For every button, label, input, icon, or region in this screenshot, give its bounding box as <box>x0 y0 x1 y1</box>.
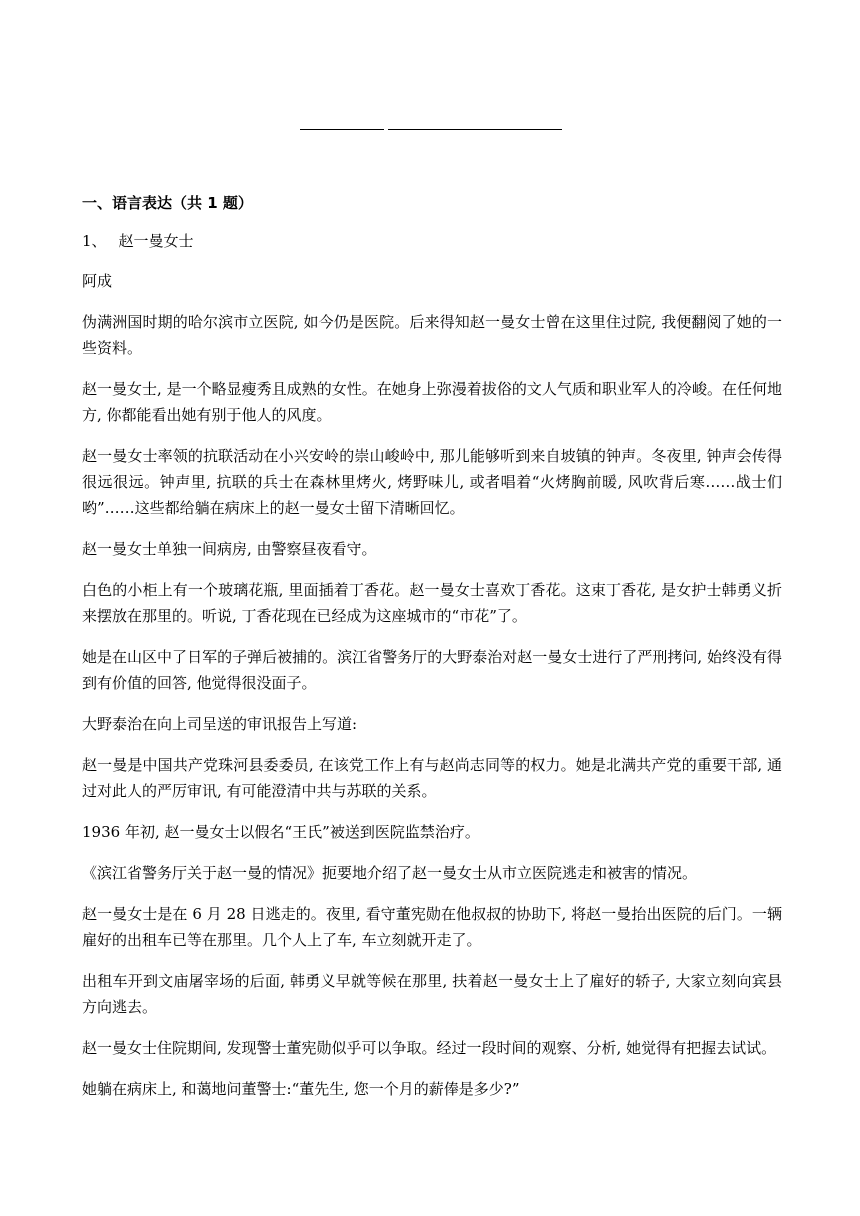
paragraph: 她躺在病床上, 和蔼地问董警士:“董先生, 您一个月的薪俸是多少?” <box>82 1080 520 1098</box>
paragraph: 大野泰治在向上司呈送的审讯报告上写道: <box>82 715 358 733</box>
paragraph: 伪满洲国时期的哈尔滨市立医院, 如今仍是医院。后来得知赵一曼女士曾在这里住过院, 我便翻阅了她的一些资料。 <box>82 313 782 357</box>
paragraph: 赵一曼女士单独一间病房, 由警察昼夜看守。 <box>82 540 377 558</box>
paragraph: 赵一曼是中国共产党珠河县委委员, 在该党工作上有与赵尚志同等的权力。她是北满共产党的重要干部, 通过对此人的严厉审讯, 有可能澄清中共与苏联的关系。 <box>82 756 782 800</box>
paragraph: 《滨江省警务厅关于赵一曼的情况》扼要地介绍了赵一曼女士从市立医院逃走和被害的情况。 <box>82 864 698 882</box>
question-number: 1、 <box>82 232 107 250</box>
section-title: 一、语言表达（共 1 题） <box>82 194 253 212</box>
paragraph: 1936 年初, 赵一曼女士以假名“王氏”被送到医院监禁治疗。 <box>82 823 480 841</box>
paragraph: 白色的小柜上有一个玻璃花瓶, 里面插着丁香花。赵一曼女士喜欢丁香花。这束丁香花, 是女护士韩勇义折来摆放在那里的。听说, 丁香花现在已经成为这座城市的“市花”了。 <box>82 581 782 625</box>
paragraph: 她是在山区中了日军的子弹后被捕的。滨江省警务厅的大野泰治对赵一曼女士进行了严刑拷问, 始终没有得到有价值的回答, 他觉得很没面子。 <box>82 648 782 692</box>
paragraph: 出租车开到文庙屠宰场的后面, 韩勇义早就等候在那里, 扶着赵一曼女士上了雇好的轿子, 大家立刻向宾县方向逃去。 <box>82 972 782 1016</box>
question-title <box>82 228 782 254</box>
header-underline-short <box>300 129 384 130</box>
paragraph: 赵一曼女士率领的抗联活动在小兴安岭的崇山峻岭中, 那儿能够听到来自坡镇的钟声。冬夜里, 钟声会传得很远很远。钟声里, 抗联的兵士在森林里烤火, 烤野味儿, 或者唱着“火烤胸前暖, 风吹背后寒……战士们哟”……这些都给躺在病床上的赵一曼女士留下清晰回忆。 <box>82 447 782 517</box>
header-underline-long <box>388 129 562 130</box>
paragraph: 赵一曼女士住院期间, 发现警士董宪勋似乎可以争取。经过一段时间的观察、分析, 她觉得有把握去试试。 <box>82 1039 777 1057</box>
header-underline <box>300 129 562 131</box>
document-content <box>82 190 782 1117</box>
author-line: 阿成 <box>82 272 113 290</box>
paragraph: 赵一曼女士是在 6 月 28 日逃走的。夜里, 看守董宪勋在他叔叔的协助下, 将赵一曼抬出医院的后门。一辆雇好的出租车已等在那里。几个人上了车, 车立刻就开走了。 <box>82 905 782 949</box>
paragraph: 赵一曼女士, 是一个略显瘦秀且成熟的女性。在她身上弥漫着拔俗的文人气质和职业军人的冷峻。在任何地方, 你都能看出她有别于他人的风度。 <box>82 380 782 424</box>
question-title-text: 赵一曼女士 <box>118 232 194 250</box>
